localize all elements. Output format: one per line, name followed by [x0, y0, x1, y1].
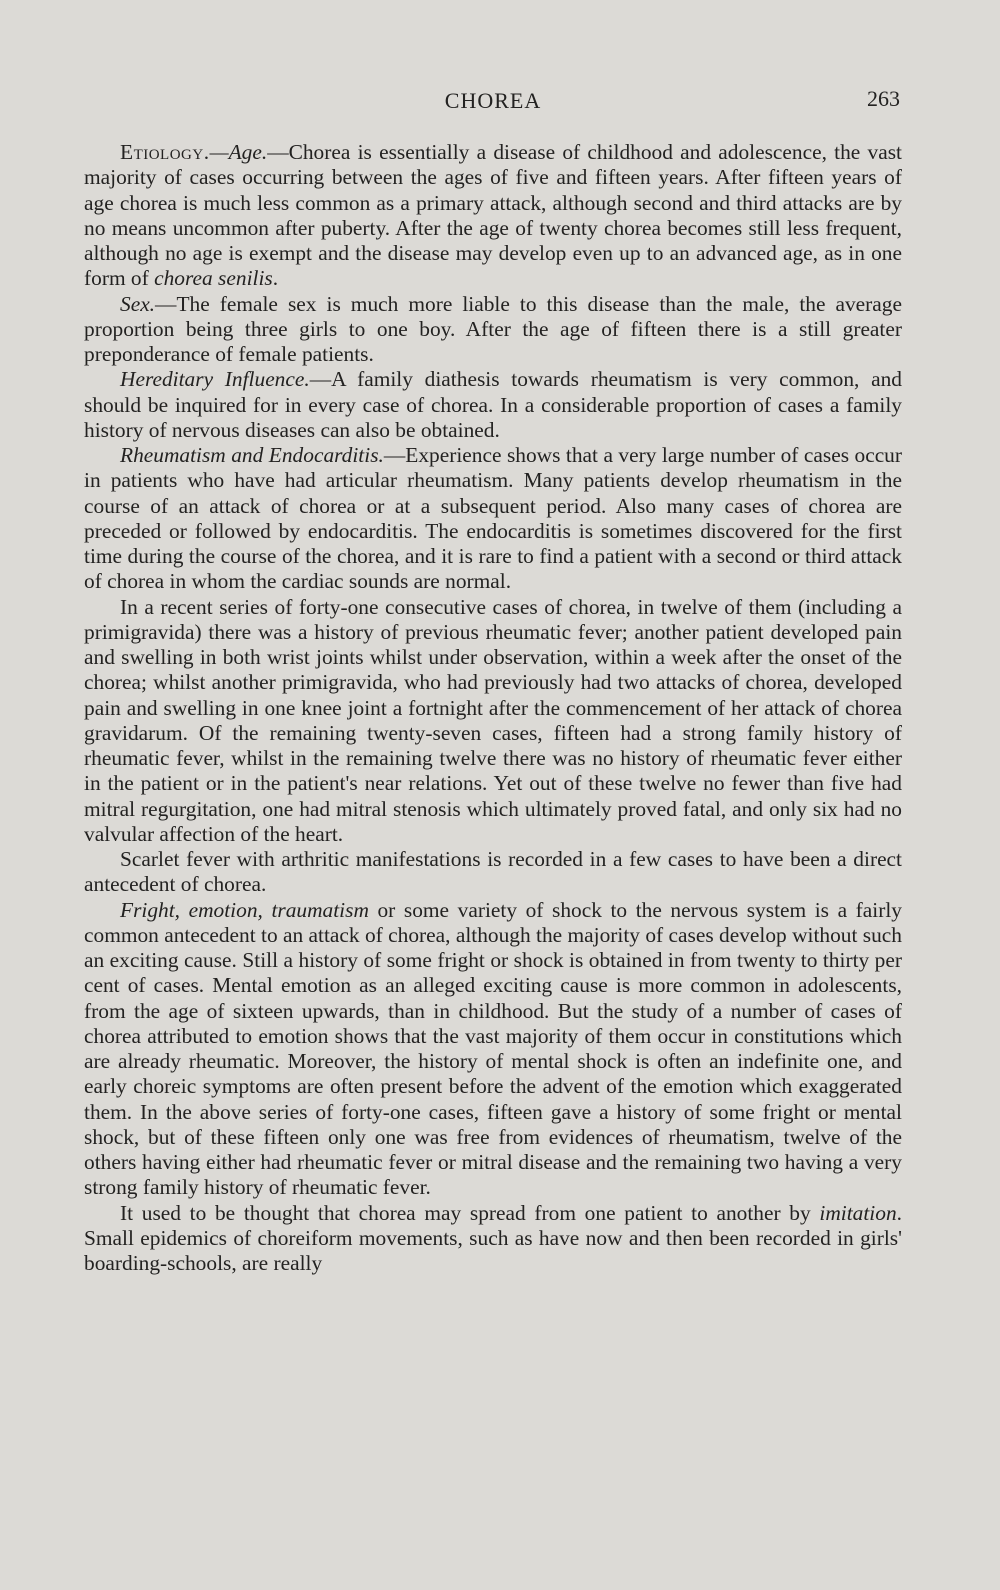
paragraph-rheumatism [84, 443, 902, 595]
paragraph-scarlet-fever [84, 847, 902, 898]
subheading-rheumatism: Rheumatism and Endocarditis. [120, 443, 384, 467]
paragraph-end: . [272, 266, 279, 291]
paragraph-text: Scarlet fever with arthritic manifestations is recorded in a few cases to have been a direct antecedent of chorea. [84, 847, 902, 897]
paragraph-imitation [84, 1201, 902, 1277]
paragraph-case-series [84, 595, 902, 848]
paragraph-text-after: . Small epidemics of choreiform movements, such as have now and then been recorded in girls' boarding-schools, are really [84, 1200, 902, 1275]
paragraph-sex [84, 292, 902, 368]
paragraph-text: —Chorea is essentially a disease of childhood and adolescence, the vast majority of cases occurring between the ages of five and fifteen years. After fifteen years of age chorea is much less common as a primary attack, although second and third attacks are by no means uncommon after puberty. After the age of twenty chorea becomes still less frequent, although no age is exempt and the disease may develop even up to an advanced age, as in one form of [84, 140, 902, 291]
subheading-age: —Age. [209, 140, 268, 164]
italic-term: imitation [819, 1200, 897, 1225]
section-heading: Etiology. [120, 140, 210, 164]
paragraph-hereditary [84, 367, 902, 443]
paragraph-text: —Experience shows that a very large number of cases occur in patients who have had articular rheumatism. Many patients develop rheumatism in the course of an attack of chorea or at a subsequent period. Also many cases of chorea are preceded or followed by endocarditis. The endocarditis is sometimes discovered for the first time during the course of the chorea, and it is rare to find a patient with a second or third attack of chorea in whom the cardiac sounds are normal. [84, 443, 903, 594]
subheading-sex: Sex. [120, 291, 156, 316]
paragraph-text: —The female sex is much more liable to this disease than the male, the average proportion being three girls to one boy. After the age of fifteen there is a still greater preponderance of female patients. [84, 291, 902, 366]
page-number: 263 [867, 86, 900, 111]
italic-term: chorea senilis [154, 266, 273, 291]
running-head [84, 84, 902, 118]
subheading-fright: Fright, emotion, traumatism [120, 897, 369, 922]
body-text [84, 140, 902, 1276]
paragraph-etiology-age [84, 140, 902, 292]
paragraph-text: It used to be thought that chorea may spread from one patient to another by [120, 1200, 820, 1225]
paragraph-text: or some variety of shock to the nervous system is a fairly common antecedent to an attack of chorea, although the majority of cases develop without such an exciting cause. Still a history of some fright or shock is obtained in from twenty to thirty per cent of cases. Mental emotion as an alleged exciting cause is more common in adolescents, from the age of sixteen upwards, than in childhood. But the study of a number of cases of chorea attributed to emotion shows that the vast majority of them occur in constitutions which are already rheumatic. Moreover, the history of mental shock is often an indefinite one, and early choreic symptoms are often present before the advent of the emotion which exaggerated them. In the above series of forty-one cases, fifteen gave a history of some fright or mental shock, but of these fifteen only one was free from evidences of rheumatism, twelve of the others having either had rheumatic fever or mitral disease and the remaining two having a very strong family history of rheumatic fever. [84, 897, 902, 1200]
paragraph-fright [84, 898, 902, 1201]
paragraph-text: —A family diathesis towards rheumatism is very common, and should be inquired for in every case of chorea. In a considerable proportion of cases a family history of nervous diseases can also be obtained. [84, 367, 902, 442]
subheading-hereditary: Hereditary Influence. [120, 367, 310, 392]
paragraph-text: In a recent series of forty-one consecutive cases of chorea, in twelve of them (including a primigravida) there was a history of previous rheumatic fever; another patient developed pain and swelling in both wrist joints whilst under observation, within a week after the onset of the chorea; whilst another primigravida, who had previously had two attacks of chorea, developed pain and swelling in one knee joint a fortnight after the commencement of her attack of chorea gravidarum. Of the remaining twenty-seven cases, fifteen had a strong family history of rheumatic fever, whilst in the remaining twelve there was no history of rheumatic fever either in the patient or in the patient's near relations. Yet out of these twelve no fewer than five had mitral regurgitation, one had mitral stenosis which ultimately proved fatal, and only six had no valvular affection of the heart. [84, 594, 902, 846]
running-title: CHOREA [444, 88, 542, 113]
